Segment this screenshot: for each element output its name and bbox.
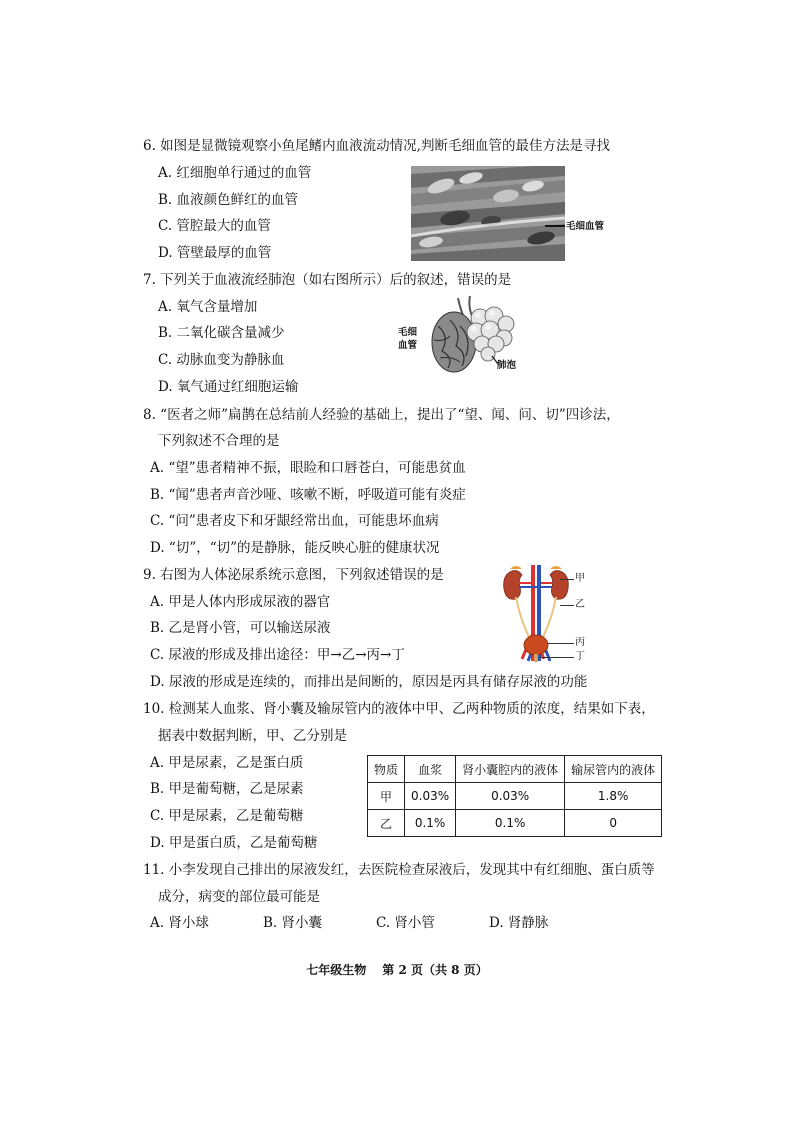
q7-stem: 7. 下列关于血液流经肺泡（如右图所示）后的叙述，错误的是 <box>143 272 512 288</box>
table-cell: 甲 <box>368 783 405 810</box>
alveoli-capillary-label-2: 血管 <box>398 340 418 351</box>
table-cell: 1.8% <box>565 783 662 810</box>
table-cell: 0 <box>565 810 662 837</box>
urinary-system-image <box>500 563 572 663</box>
alveoli-label: 肺泡 <box>497 360 517 371</box>
q6-option-d: D. 管壁最厚的血管 <box>158 245 272 261</box>
q9-option-a: A. 甲是人体内形成尿液的器官 <box>150 594 331 610</box>
q11-option-b: B. 肾小囊 <box>263 915 323 931</box>
table-header-cell: 物质 <box>368 756 405 783</box>
q9-option-d: D. 尿液的形成是连续的，而排出是间断的，原因是丙具有储存尿液的功能 <box>150 674 588 690</box>
alveoli-capillary-label-1: 毛细 <box>398 327 418 338</box>
q9-option-c: C. 尿液的形成及排出途径：甲→乙→丙→丁 <box>150 647 405 663</box>
q6-stem: 6. 如图是显微镜观察小鱼尾鳍内血液流动情况,判断毛细血管的最佳方法是寻找 <box>143 138 610 154</box>
page-footer <box>0 961 794 978</box>
table-header-cell: 血浆 <box>405 756 456 783</box>
q10-option-b: B. 甲是葡萄糖，乙是尿素 <box>150 781 304 797</box>
q11-stem-line1: 11. 小李发现自己排出的尿液发红，去医院检查尿液后，发现其中有红细胞、蛋白质等 <box>143 862 655 878</box>
table-row <box>368 783 662 810</box>
q7-option-d: D. 氧气通过红细胞运输 <box>158 379 299 395</box>
table-cell: 0.03% <box>456 783 565 810</box>
label-line-bing <box>548 643 574 644</box>
q10-stem-line2: 据表中数据判断，甲、乙分别是 <box>158 728 347 744</box>
q11-option-c: C. 肾小管 <box>376 915 435 931</box>
q11-option-d: D. 肾静脉 <box>489 915 549 931</box>
q10-stem-line1: 10. 检测某人血浆、肾小囊及输尿管内的液体中甲、乙两种物质的浓度，结果如下表， <box>143 701 655 717</box>
urinary-system-figure <box>500 563 572 663</box>
capillary-micrograph-figure <box>411 166 565 261</box>
q6-option-b: B. 血液颜色鲜红的血管 <box>158 192 299 208</box>
table-row <box>368 810 662 837</box>
q10-option-d: D. 甲是蛋白质，乙是葡萄糖 <box>150 835 318 851</box>
urethra-label-ding: 丁 <box>575 651 585 662</box>
label-line-ding <box>540 657 574 658</box>
bladder-label-bing: 丙 <box>575 637 585 648</box>
q10-option-c: C. 甲是尿素，乙是葡萄糖 <box>150 808 304 824</box>
q9-option-b: B. 乙是肾小管，可以输送尿液 <box>150 620 331 636</box>
q7-option-a: A. 氧气含量增加 <box>158 299 258 315</box>
kidney-label-jia: 甲 <box>575 573 585 584</box>
q6-option-a: A. 红细胞单行通过的血管 <box>158 165 312 181</box>
label-line-jia <box>560 579 574 580</box>
table-header-cell: 输尿管内的液体 <box>565 756 662 783</box>
q8-option-b: B. “闻”患者声音沙哑、咳嗽不断，呼吸道可能有炎症 <box>150 487 466 503</box>
q8-stem-line1: 8. “医者之师”扁鹊在总结前人经验的基础上，提出了“望、闻、问、切”四诊法， <box>143 407 620 423</box>
capillary-label: 毛细血管 <box>566 221 605 232</box>
q11-stem-line2: 成分，病变的部位最可能是 <box>158 889 320 905</box>
ureter-label-yi: 乙 <box>575 599 585 610</box>
q7-option-c: C. 动脉血变为静脉血 <box>158 352 285 368</box>
concentration-table <box>367 755 662 837</box>
footer-page-number: 第 2 页（共 8 页） <box>382 963 488 977</box>
q9-stem: 9. 右图为人体泌尿系统示意图，下列叙述错误的是 <box>143 567 444 583</box>
label-line-yi <box>560 605 574 606</box>
capillary-label-line <box>545 225 565 227</box>
q11-options-row <box>150 913 548 933</box>
capillary-micrograph-image <box>411 166 565 261</box>
table-cell: 0.1% <box>405 810 456 837</box>
footer-subject: 七年级生物 <box>306 963 367 977</box>
q8-option-c: C. “问”患者皮下和牙龈经常出血，可能患坏血病 <box>150 513 439 529</box>
q6-option-c: C. 管腔最大的血管 <box>158 218 271 234</box>
q8-option-d: D. “切”，“切”的是静脉，能反映心脏的健康状况 <box>150 540 440 556</box>
q10-option-a: A. 甲是尿素，乙是蛋白质 <box>150 755 304 771</box>
q11-option-a: A. 肾小球 <box>150 915 209 931</box>
table-header-cell: 肾小囊腔内的液体 <box>456 756 565 783</box>
table-cell: 乙 <box>368 810 405 837</box>
q7-option-b: B. 二氧化碳含量减少 <box>158 325 285 341</box>
q8-stem-line2: 下列叙述不合理的是 <box>158 433 280 449</box>
table-cell: 0.1% <box>456 810 565 837</box>
table-cell: 0.03% <box>405 783 456 810</box>
table-header-row <box>368 756 662 783</box>
q8-option-a: A. “望”患者精神不振，眼睑和口唇苍白，可能患贫血 <box>150 460 466 476</box>
